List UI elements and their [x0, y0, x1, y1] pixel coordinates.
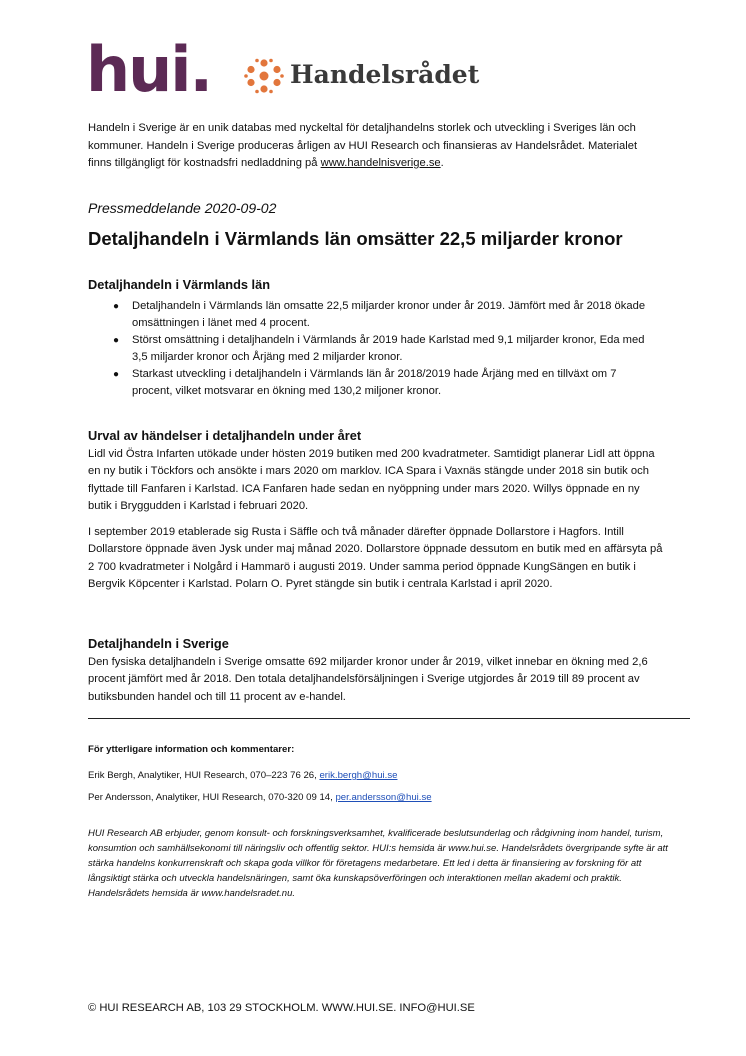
- press-release-label: Pressmeddelande 2020-09-02: [88, 200, 277, 216]
- intro-end: .: [440, 157, 444, 169]
- events-paragraph-1: Lidl vid Östra Infarten utökade under hösten 2019 butiken med 200 kvadratmeter. Samtidigt planerar Lidl att öppna en ny butik i Töckfors och ansökte i mars 2020 om marklov. ICA Spara i Vaxnäs stängde under 2018 sin butik och flyttade till Fanfaren i Karlstad. ICA Fanfaren hade sedan en nyöppning under mars 2020. Willys öppnade en ny butik i Bryggudden i Karlstad i februari 2020.: [88, 448, 655, 512]
- footer: © HUI RESEARCH AB, 103 29 STOCKHOLM. WWW.HUI.SE. INFO@HUI.SE: [88, 1002, 475, 1014]
- intro-paragraph: [88, 120, 663, 173]
- about-text: HUI Research AB erbjuder, genom konsult- och forskningsverksamhet, kvalificerade beslutsunderlag och rådgivning inom handel, turism, konsumtion och samhällsekonomi till näringsliv och offentlig sektor. HUI:s hemsida är www.hui.se. Handelsrådets övergripande syfte är att stärka handelns konkurrenskraft och skapa goda villkor för företagens medarbetare. Ett led i detta är finansiering av forskning för att långsiktigt stärka och utveckla handelsnäringen, samt öka kunskapsöverföringen och interaktionen mellan akademi och praktik. Handelsrådets hemsida är www.handelsradet.nu.: [88, 828, 668, 899]
- key-facts-list: [88, 298, 648, 400]
- list-item: ● Störst omsättning i detaljhandeln i Värmlands år 2019 hade Karlstad med 9,1 miljarder kronor, Eda med 3,5 miljarder kronor och Årjäng med 2 miljarder kronor.: [113, 334, 645, 363]
- divider: [88, 718, 690, 719]
- bullet-icon: ●: [113, 369, 120, 380]
- email-link-erik[interactable]: erik.bergh@hui.se: [319, 770, 398, 781]
- handelnisverige-link[interactable]: www.handelnisverige.se: [320, 157, 441, 169]
- logo-bar: [86, 33, 506, 110]
- section-heading-varmland: Detaljhandeln i Värmlands län: [88, 277, 271, 292]
- contact-heading: För ytterligare information och kommentarer:: [88, 744, 295, 755]
- page-title: Detaljhandeln i Värmlands län omsätter 22,5 miljarder kronor: [88, 228, 623, 249]
- email-link-per[interactable]: per.andersson@hui.se: [335, 792, 432, 803]
- contact-per: Per Andersson, Analytiker, HUI Research, 070-320 09 14, per.andersson@hui.se: [88, 792, 432, 803]
- sverige-paragraph: Den fysiska detaljhandeln i Sverige omsatte 692 miljarder kronor under år 2019, vilket innebar en ökning med 2,6 procent jämfört med år 2018. Den totala detaljhandelsförsäljningen i Sverige utgjordes år 2019 till 89 procent av butiksbunden handel och till 11 procent av e-handel.: [88, 656, 648, 703]
- bullet-icon: ●: [113, 335, 120, 346]
- handelsradet-logo: [244, 58, 504, 94]
- list-item: ● Detaljhandeln i Värmlands län omsatte 22,5 miljarder kronor under år 2019. Jämfört med år 2018 ökade omsättningen i länet med 4 procent.: [113, 300, 646, 329]
- list-item: ● Starkast utveckling i detaljhandeln i Värmlands län år 2018/2019 hade Årjäng med en tillväxt om 7 procent, vilket motsvarar en ökning med 130,2 miljoner kronor.: [113, 368, 617, 397]
- hui-logo: hui.: [86, 33, 212, 106]
- section-heading-sverige: Detaljhandeln i Sverige: [88, 636, 229, 651]
- section-heading-events: Urval av händelser i detaljhandeln under året: [88, 428, 362, 443]
- bullet-icon: ●: [113, 301, 120, 312]
- handelsradet-wordmark: Handelsrådet: [290, 60, 480, 89]
- contact-erik: Erik Bergh, Analytiker, HUI Research, 070–223 76 26, erik.bergh@hui.se: [88, 770, 398, 781]
- handelsradet-emblem-icon: [244, 58, 284, 94]
- intro-text: Handeln i Sverige är en unik databas med nyckeltal för detaljhandelns storlek och utveckling i Sveriges län och kommuner. Handeln i Sverige produceras årligen av HUI Research och finansieras av Handelsrådet. Materialet finns tillgängligt för kostnadsfri nedladdning på: [88, 122, 638, 169]
- events-paragraph-2: I september 2019 etablerade sig Rusta i Säffle och två månader därefter öppnade Dollarstore i Hagfors. Intill Dollarstore öppnade även Jysk under maj månad 2020. Dollarstore öppnade dessutom en butik med en affärsyta på 2 700 kvadratmeter i Nolgård i Hammarö i augusti 2019. Under samma period öppnade KungSängen en butik i Bergvik Köpcenter i Karlstad. Polarn O. Pyret stängde sin butik i centrala Karlstad i april 2020.: [88, 526, 663, 590]
